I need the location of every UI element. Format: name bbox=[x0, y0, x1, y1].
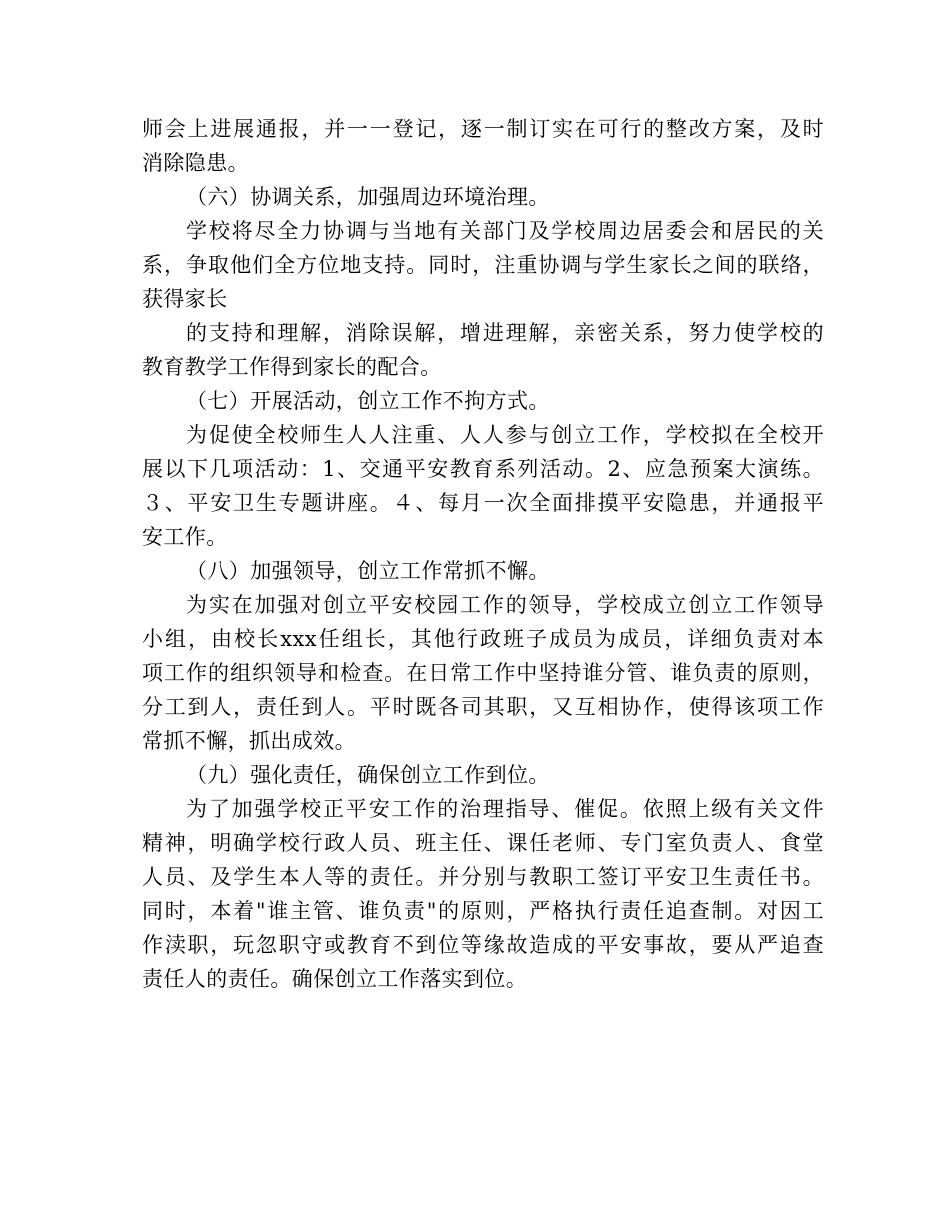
text-line: 分工到人，责任到人。平时既各司其职，又互相协作，使得该项工作 bbox=[142, 695, 824, 719]
section-heading-6: （六）协调关系，加强周边环境治理。 bbox=[186, 185, 550, 209]
text-line: 教育教学工作得到家长的配合。 bbox=[142, 355, 442, 379]
text-line: 为促使全校师生人人注重、人人参与创立工作，学校拟在全校开 bbox=[186, 423, 824, 447]
text-line: 系，争取他们全方位地支持。同时，注重协调与学生家长之间的联络， bbox=[142, 253, 824, 277]
text-line: 的支持和理解，消除误解，增进理解，亲密关系，努力使学校的 bbox=[186, 321, 824, 345]
text-line: 消除隐患。 bbox=[142, 151, 249, 175]
text-line: 安工作。 bbox=[142, 525, 228, 549]
text-line: 小组，由校长xxx任组长，其他行政班子成员为成员，详细负责对本 bbox=[142, 627, 824, 651]
text-line: 人员、及学生本人等的责任。并分别与教职工签订平安卫生责任书。 bbox=[142, 865, 824, 889]
section-heading-9: （九）强化责任，确保创立工作到位。 bbox=[186, 763, 550, 787]
text-line: 责任人的责任。确保创立工作落实到位。 bbox=[142, 967, 528, 991]
text-line: 作渎职，玩忽职守或教育不到位等缘故造成的平安事故，要从严追查 bbox=[142, 933, 824, 957]
text-line: 项工作的组织领导和检查。在日常工作中坚持谁分管、谁负责的原则， bbox=[142, 661, 824, 685]
text-line: 为实在加强对创立平安校园工作的领导，学校成立创立工作领导 bbox=[186, 593, 824, 617]
text-line: 学校将尽全力协调与当地有关部门及学校周边居委会和居民的关 bbox=[186, 219, 824, 243]
section-heading-8: （八）加强领导，创立工作常抓不懈。 bbox=[186, 559, 550, 583]
text-line: 同时，本着"谁主管、谁负责"的原则，严格执行责任追查制。对因工 bbox=[142, 899, 824, 923]
text-line: 为了加强学校正平安工作的治理指导、催促。依照上级有关文件 bbox=[186, 797, 824, 821]
text-line: 师会上进展通报，并一一登记，逐一制订实在可行的整改方案，及时 bbox=[142, 117, 824, 141]
text-line: 精神，明确学校行政人员、班主任、课任老师、专门室负责人、食堂 bbox=[142, 831, 824, 855]
text-line: ３、平安卫生专题讲座。４、每月一次全面排摸平安隐患，并通报平 bbox=[142, 491, 824, 515]
text-line: 展以下几项活动：1、交通平安教育系列活动。2、应急预案大演练。 bbox=[142, 457, 824, 481]
text-line: 常抓不懈，抓出成效。 bbox=[142, 729, 356, 753]
document-page bbox=[142, 112, 824, 996]
section-heading-7: （七）开展活动，创立工作不拘方式。 bbox=[186, 389, 550, 413]
text-line: 获得家长 bbox=[142, 287, 228, 311]
